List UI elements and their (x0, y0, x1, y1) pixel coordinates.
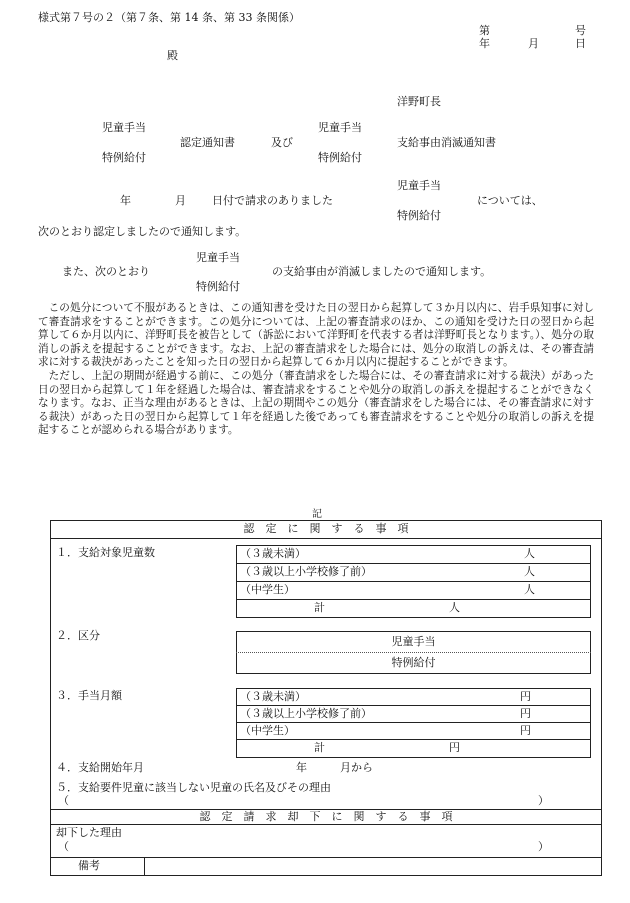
amount-row-preschool: （３歳以上小学校修了前） (240, 707, 372, 720)
amount-row-under3: （３歳未満） (240, 690, 306, 703)
reject-paren-close: ） (538, 840, 549, 853)
divider (236, 705, 591, 706)
title-allowance-bottom-1: 特例給付 (102, 151, 146, 164)
child-row-under3: （３歳未満） (240, 547, 306, 560)
remarks-divider (144, 857, 145, 876)
appeal-paragraph-1: この処分について不服があるときは、この通知書を受けた日の翌日から起算して３か月以内に、岩手県知事に対して審査請求をすることができます。この処分については、上記の審査請求のほか、この通知を受けた日の翌日から起算して６か月以内に、洋野町長を被告として（訴訟において洋野町を代表する者は洋野町長となります。）、処分の取消しの訴えを提起することができます。なお、上記の審査請求をした場合には、処分の取消しの訴えは、その審査請求に対する裁決があったことを知った日の翌日から起算して６か月以内に提起することができます。 (38, 302, 594, 369)
appeal-paragraph-2: ただし、上記の期間が経過する前に、この処分（審査請求をした場合には、その審査請求に対する裁決）があった日の翌日から起算して１年を経過した場合は、審査請求をすることや処分の取消しの訴えを提起することができなくなります。なお、正当な理由があるときは、上記の期間やこの処分（審査請求をした場合には、その審査請求に対する裁決）があった日の翌日から起算して１年を経過した後であっても審査請求をすることや処分の取消しの訴えを提起することが認められる場合があります。 (38, 369, 594, 437)
item1-label: １．支給対象児童数 (56, 546, 155, 559)
title-allowance-bottom-2: 特例給付 (318, 151, 362, 164)
start-year: 年 (296, 761, 307, 774)
unit-yen-2: 円 (520, 707, 531, 720)
claim-month: 月 (175, 194, 186, 207)
title-and: 及び (271, 136, 293, 149)
item5-label: ５．支給要件児童に該当しない児童の氏名及びその理由 (56, 781, 331, 794)
date-month: 月 (528, 37, 539, 50)
cert-section-header: 認 定 に 関 す る 事 項 (243, 522, 409, 535)
unit-yen-1: 円 (520, 690, 531, 703)
kubun-allowance: 児童手当 (391, 635, 436, 648)
amount-total-unit: 円 (449, 741, 460, 754)
remarks-label: 備考 (78, 859, 100, 872)
unit-person-1: 人 (524, 547, 535, 560)
divider (236, 581, 591, 582)
amount-total-label: 計 (314, 741, 325, 754)
also-allowance-top: 児童手当 (196, 251, 240, 264)
reject-section-header: 認 定 請 求 却 下 に 関 す る 事 項 (199, 810, 453, 823)
date-year: 年 (479, 37, 490, 50)
claim-year: 年 (120, 194, 131, 207)
divider (236, 722, 591, 723)
amount-row-junior-high: （中学生） (240, 724, 295, 737)
item2-label: ２．区分 (56, 629, 100, 642)
title-allowance-top-1: 児童手当 (102, 121, 146, 134)
unit-yen-3: 円 (520, 724, 531, 737)
divider (236, 563, 591, 564)
divider (236, 599, 591, 600)
reject-reason-label: 却下した理由 (56, 826, 122, 839)
title-extinction-notice: 支給事由消滅通知書 (397, 136, 496, 149)
ki-heading: 記 (312, 509, 322, 520)
title-cert-notice: 認定通知書 (180, 136, 235, 149)
unit-person-2: 人 (524, 565, 535, 578)
also-prefix: また、次のとおり (62, 265, 150, 278)
issuer-name: 洋野町長 (397, 95, 441, 108)
also-suffix: の支給事由が消滅しましたので通知します。 (272, 265, 492, 278)
doc-number-dai: 第 (479, 24, 490, 37)
item3-label: ３．手当月額 (56, 689, 122, 702)
also-allowance-bottom: 特例給付 (196, 280, 240, 293)
unit-person-3: 人 (524, 583, 535, 596)
item4-label: ４．支給開始年月 (56, 761, 144, 774)
reject-paren-open: （ (58, 840, 69, 853)
item5-paren-close: ） (538, 794, 549, 807)
body-line-2: 次のとおり認定しましたので通知します。 (38, 225, 247, 238)
form-number: 様式第７号の２（第７条、第 14 条、第 33 条関係） (38, 11, 300, 24)
appeal-notice (38, 302, 594, 438)
doc-number-go: 号 (575, 24, 586, 37)
child-total-unit: 人 (449, 601, 460, 614)
addressee-dono: 殿 (167, 49, 178, 62)
child-total-label: 計 (314, 601, 325, 614)
claim-text: 日付で請求のありました (212, 194, 333, 207)
divider (50, 824, 602, 825)
kubun-special: 特例給付 (391, 656, 436, 669)
item5-paren-open: （ (58, 794, 69, 807)
date-day: 日 (575, 37, 586, 50)
title-allowance-top-2: 児童手当 (318, 121, 362, 134)
claim-allowance-bottom: 特例給付 (397, 209, 441, 222)
child-row-junior-high: （中学生） (240, 583, 295, 596)
divider (50, 538, 602, 539)
divider (50, 857, 602, 858)
child-row-preschool: （３歳以上小学校修了前） (240, 565, 372, 578)
claim-allowance-top: 児童手当 (397, 179, 441, 192)
divider (236, 739, 591, 740)
dotted-divider (236, 652, 591, 653)
start-month-from: 月から (340, 761, 373, 774)
claim-regarding: については、 (477, 194, 543, 207)
